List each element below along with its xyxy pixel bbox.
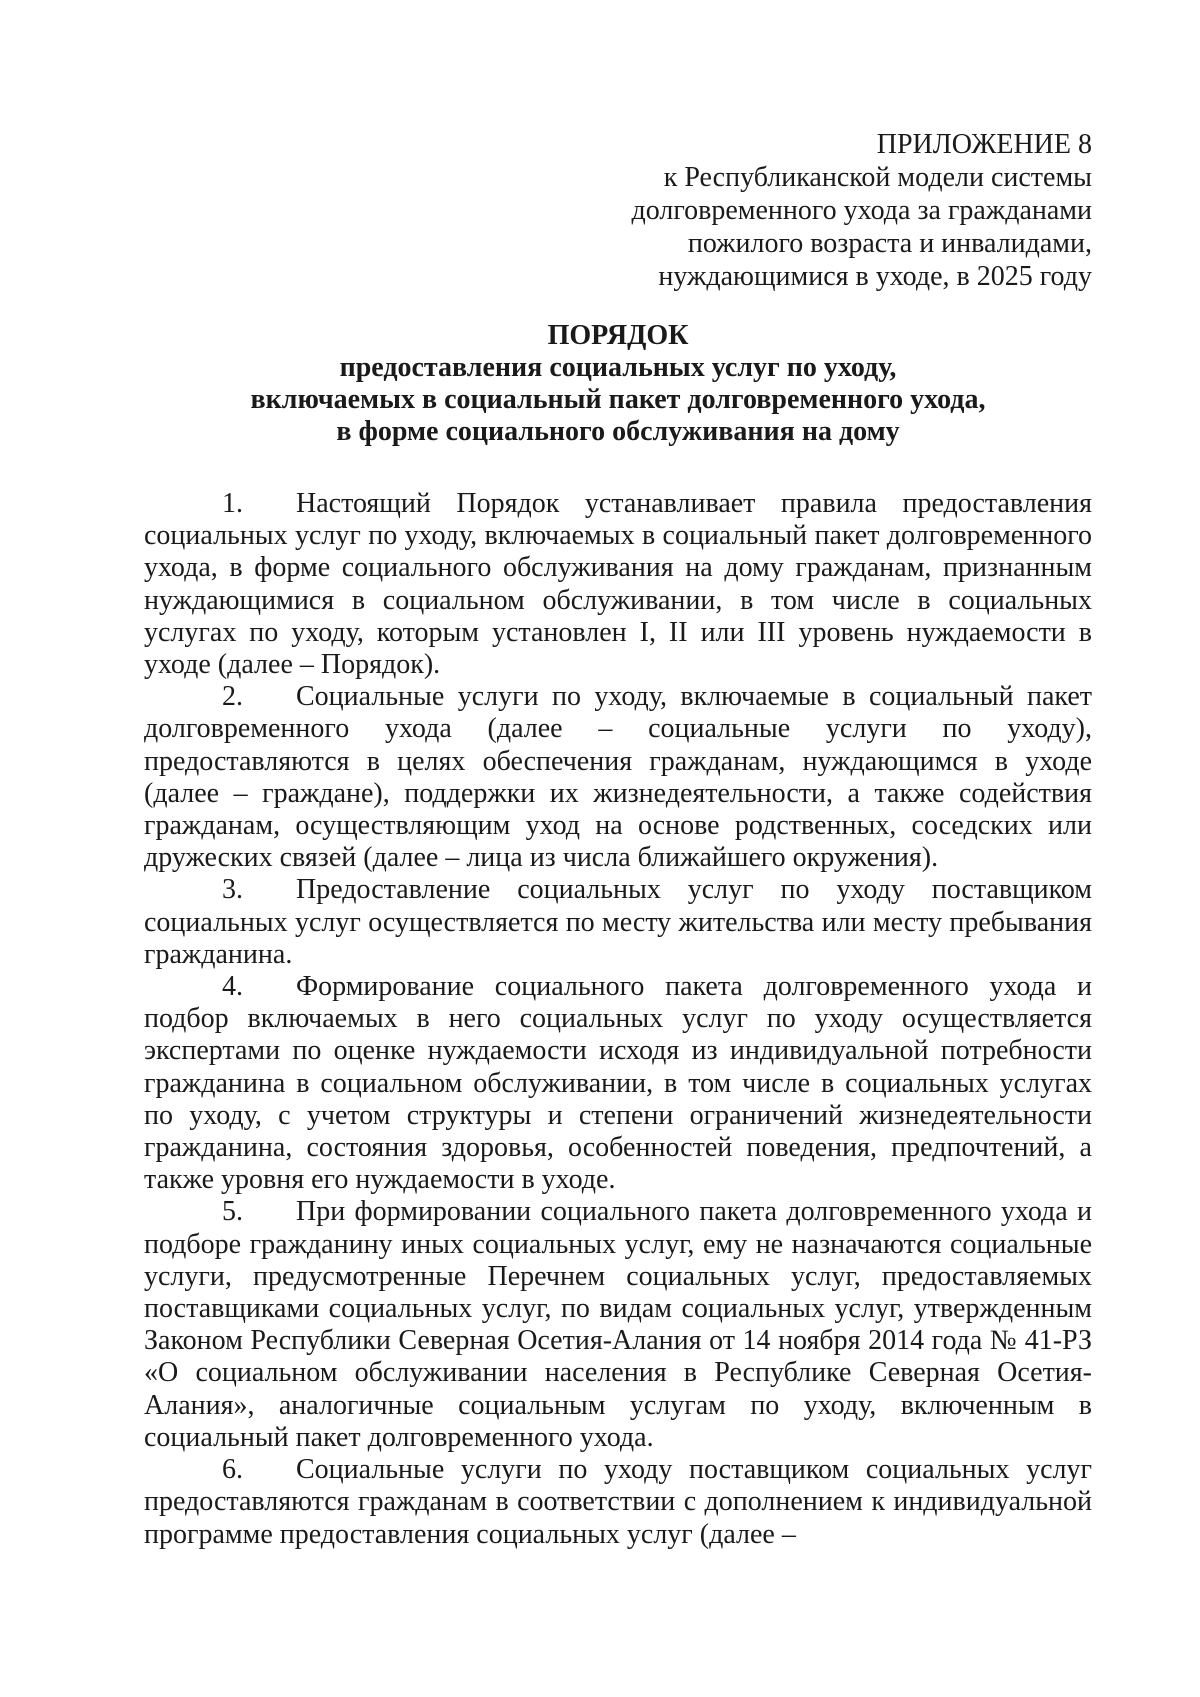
document-title <box>144 320 1092 448</box>
paragraph-text: Формирование социального пакета долговременного ухода и подбор включаемых в него социальных услуг по уходу осуществляется экспертами по оценке нуждаемости исходя из индивидуальной потребности гражданина в социальном обслуживании, в том числе в социальных услугах по уходу, с учетом структуры и степени ограничений жизнедеятельности гражданина, состояния здоровья, особенностей поведения, предпочтений, а также уровня его нуждаемости в уходе. <box>144 971 1092 1196</box>
annex-line: долговременного ухода за гражданами <box>631 195 1092 226</box>
paragraph-1 <box>144 488 1092 681</box>
paragraph-number: 6. <box>222 1454 243 1486</box>
paragraph-text: При формировании социального пакета долговременного ухода и подборе гражданину иных социальных услуг, ему не назначаются социальные услуги, предусмотренные Перечнем социальных услуг, предоставляемых поставщиками социальных услуг, по видам социальных услуг, утвержденным Законом Республики Северная Осетия-Алания от 14 ноября 2014 года № 41-РЗ «О социальном обслуживании населения в Республике Северная Осетия-Алания», аналогичные социальным услугам по уходу, включенным в социальный пакет долговременного ухода. <box>144 1196 1092 1453</box>
annex-header <box>392 128 1092 293</box>
paragraph-5 <box>144 1196 1092 1454</box>
document-body <box>144 488 1092 1551</box>
paragraph-4 <box>144 971 1092 1196</box>
title-line: предоставления социальных услуг по уходу, <box>339 352 897 383</box>
paragraph-number: 3. <box>222 874 243 906</box>
paragraph-number: 1. <box>222 488 243 519</box>
annex-line: пожилого возраста и инвалидами, <box>687 228 1092 259</box>
paragraph-2 <box>144 681 1092 874</box>
paragraph-number: 4. <box>222 971 243 1003</box>
paragraph-number: 5. <box>222 1196 243 1228</box>
paragraph-text: Социальные услуги по уходу, включаемые в социальный пакет долговременного ухода (далее – социальные услуги по уходу), предоставляются в целях обеспечения гражданам, нуждающимся в уходе (далее – граждане), поддержки их жизнедеятельности, а также содействия гражданам, осуществляющим уход на основе родственных, соседских или дружеских связей (далее – лица из числа ближайшего окружения). <box>144 681 1092 874</box>
title-line: в форме социального обслуживания на дому <box>336 416 900 447</box>
paragraph-6 <box>144 1454 1092 1551</box>
paragraph-number: 2. <box>222 681 243 713</box>
paragraph-3 <box>144 874 1092 971</box>
annex-number: ПРИЛОЖЕНИЕ 8 <box>876 129 1092 160</box>
annex-line: к Республиканской модели системы <box>663 162 1092 193</box>
paragraph-text: Социальные услуги по уходу поставщиком социальных услуг предоставляются гражданам в соответствии с дополнением к индивидуальной программе предоставления социальных услуг (далее – <box>144 1454 1092 1550</box>
title-main: ПОРЯДОК <box>547 320 689 351</box>
title-line: включаемых в социальный пакет долговременного ухода, <box>250 384 986 415</box>
paragraph-text: Предоставление социальных услуг по уходу поставщиком социальных услуг осуществляется по месту жительства или месту пребывания гражданина. <box>144 874 1092 970</box>
annex-line: нуждающимися в уходе, в 2025 году <box>658 261 1092 292</box>
paragraph-text: Настоящий Порядок устанавливает правила предоставления социальных услуг по уходу, включаемых в социальный пакет долговременного ухода, в форме социального обслуживания на дому гражданам, признанным нуждающимися в социальном обслуживании, в том числе в социальных услугах по уходу, которым установлен I, II или III уровень нуждаемости в уходе (далее – Порядок). <box>144 488 1092 681</box>
